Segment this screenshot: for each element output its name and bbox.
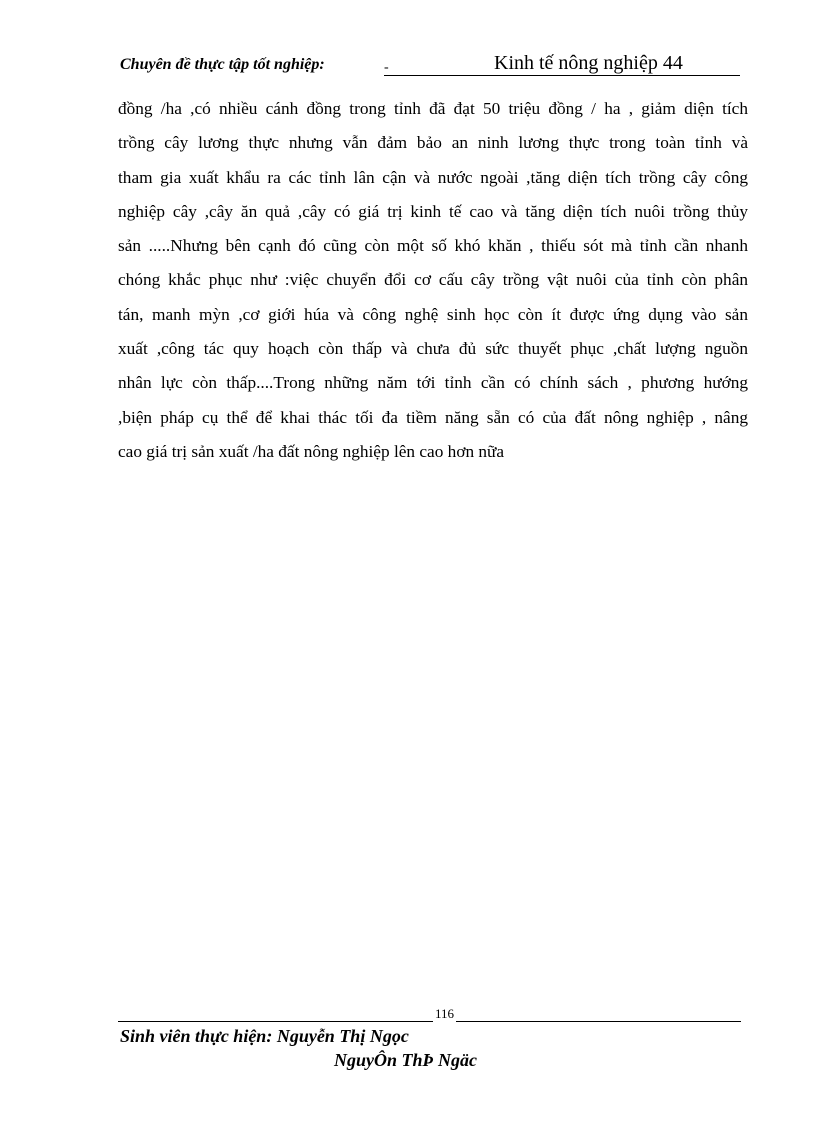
body-line: trồng cây lương thực nhưng vẫn đảm bảo an ninh lương thực trong toàn tỉnh và [118, 133, 748, 153]
body-line: cao giá trị sản xuất /ha đất nông nghiệp lên cao hơn nữa [118, 441, 505, 461]
body-line: ,biện pháp cụ thể để khai thác tối đa tiềm năng sẵn có của đất nông nghiệp , nâng [118, 407, 748, 427]
body-line: sản .....Nhưng bên cạnh đó cũng còn một số khó khăn , thiếu sót mà tỉnh cần nhanh [118, 236, 748, 256]
body-line: chóng khắc phục như :việc chuyển đổi cơ cấu cây trồng vật nuôi của tỉnh còn phân [118, 270, 748, 290]
header-rule [384, 75, 740, 76]
header-dash: - [384, 60, 389, 75]
body-line: nghiệp cây ,cây ăn quả ,cây có giá trị kinh tế cao và tăng diện tích nuôi trồng thủy [118, 201, 748, 221]
footer-rule [118, 1021, 741, 1022]
body-line: đồng /ha ,có nhiều cánh đồng trong tỉnh đã đạt 50 triệu đồng / ha , giảm diện tích [118, 99, 748, 118]
body-line: tham gia xuất khẩu ra các tỉnh lân cận và nước ngoài ,tăng diện tích trồng cây công [118, 167, 748, 187]
body-line: tán, manh mỳn ,cơ giới húa và công nghệ sinh học còn ít được ứng dụng vào sản [118, 304, 748, 324]
header-left-title: Chuyên đề thực tập tốt nghiệp: [120, 56, 325, 73]
body-paragraph [118, 92, 748, 469]
body-line: nhân lực còn thấp....Trong những năm tới tỉnh cần có chính sách , phương hướng [118, 373, 748, 393]
header-right-title: Kinh tế nông nghiệp 44 [494, 52, 683, 74]
footer-student-label: Sinh viên thực hiện: Nguyễn Thị Ngọc [120, 1026, 409, 1046]
body-line: xuất ,công tác quy hoạch còn thấp và chưa đủ sức thuyết phục ,chất lượng nguồn [118, 339, 748, 359]
footer-student-name: NguyÔn ThÞ Ngäc [334, 1050, 477, 1070]
page-number: 116 [435, 1006, 455, 1021]
